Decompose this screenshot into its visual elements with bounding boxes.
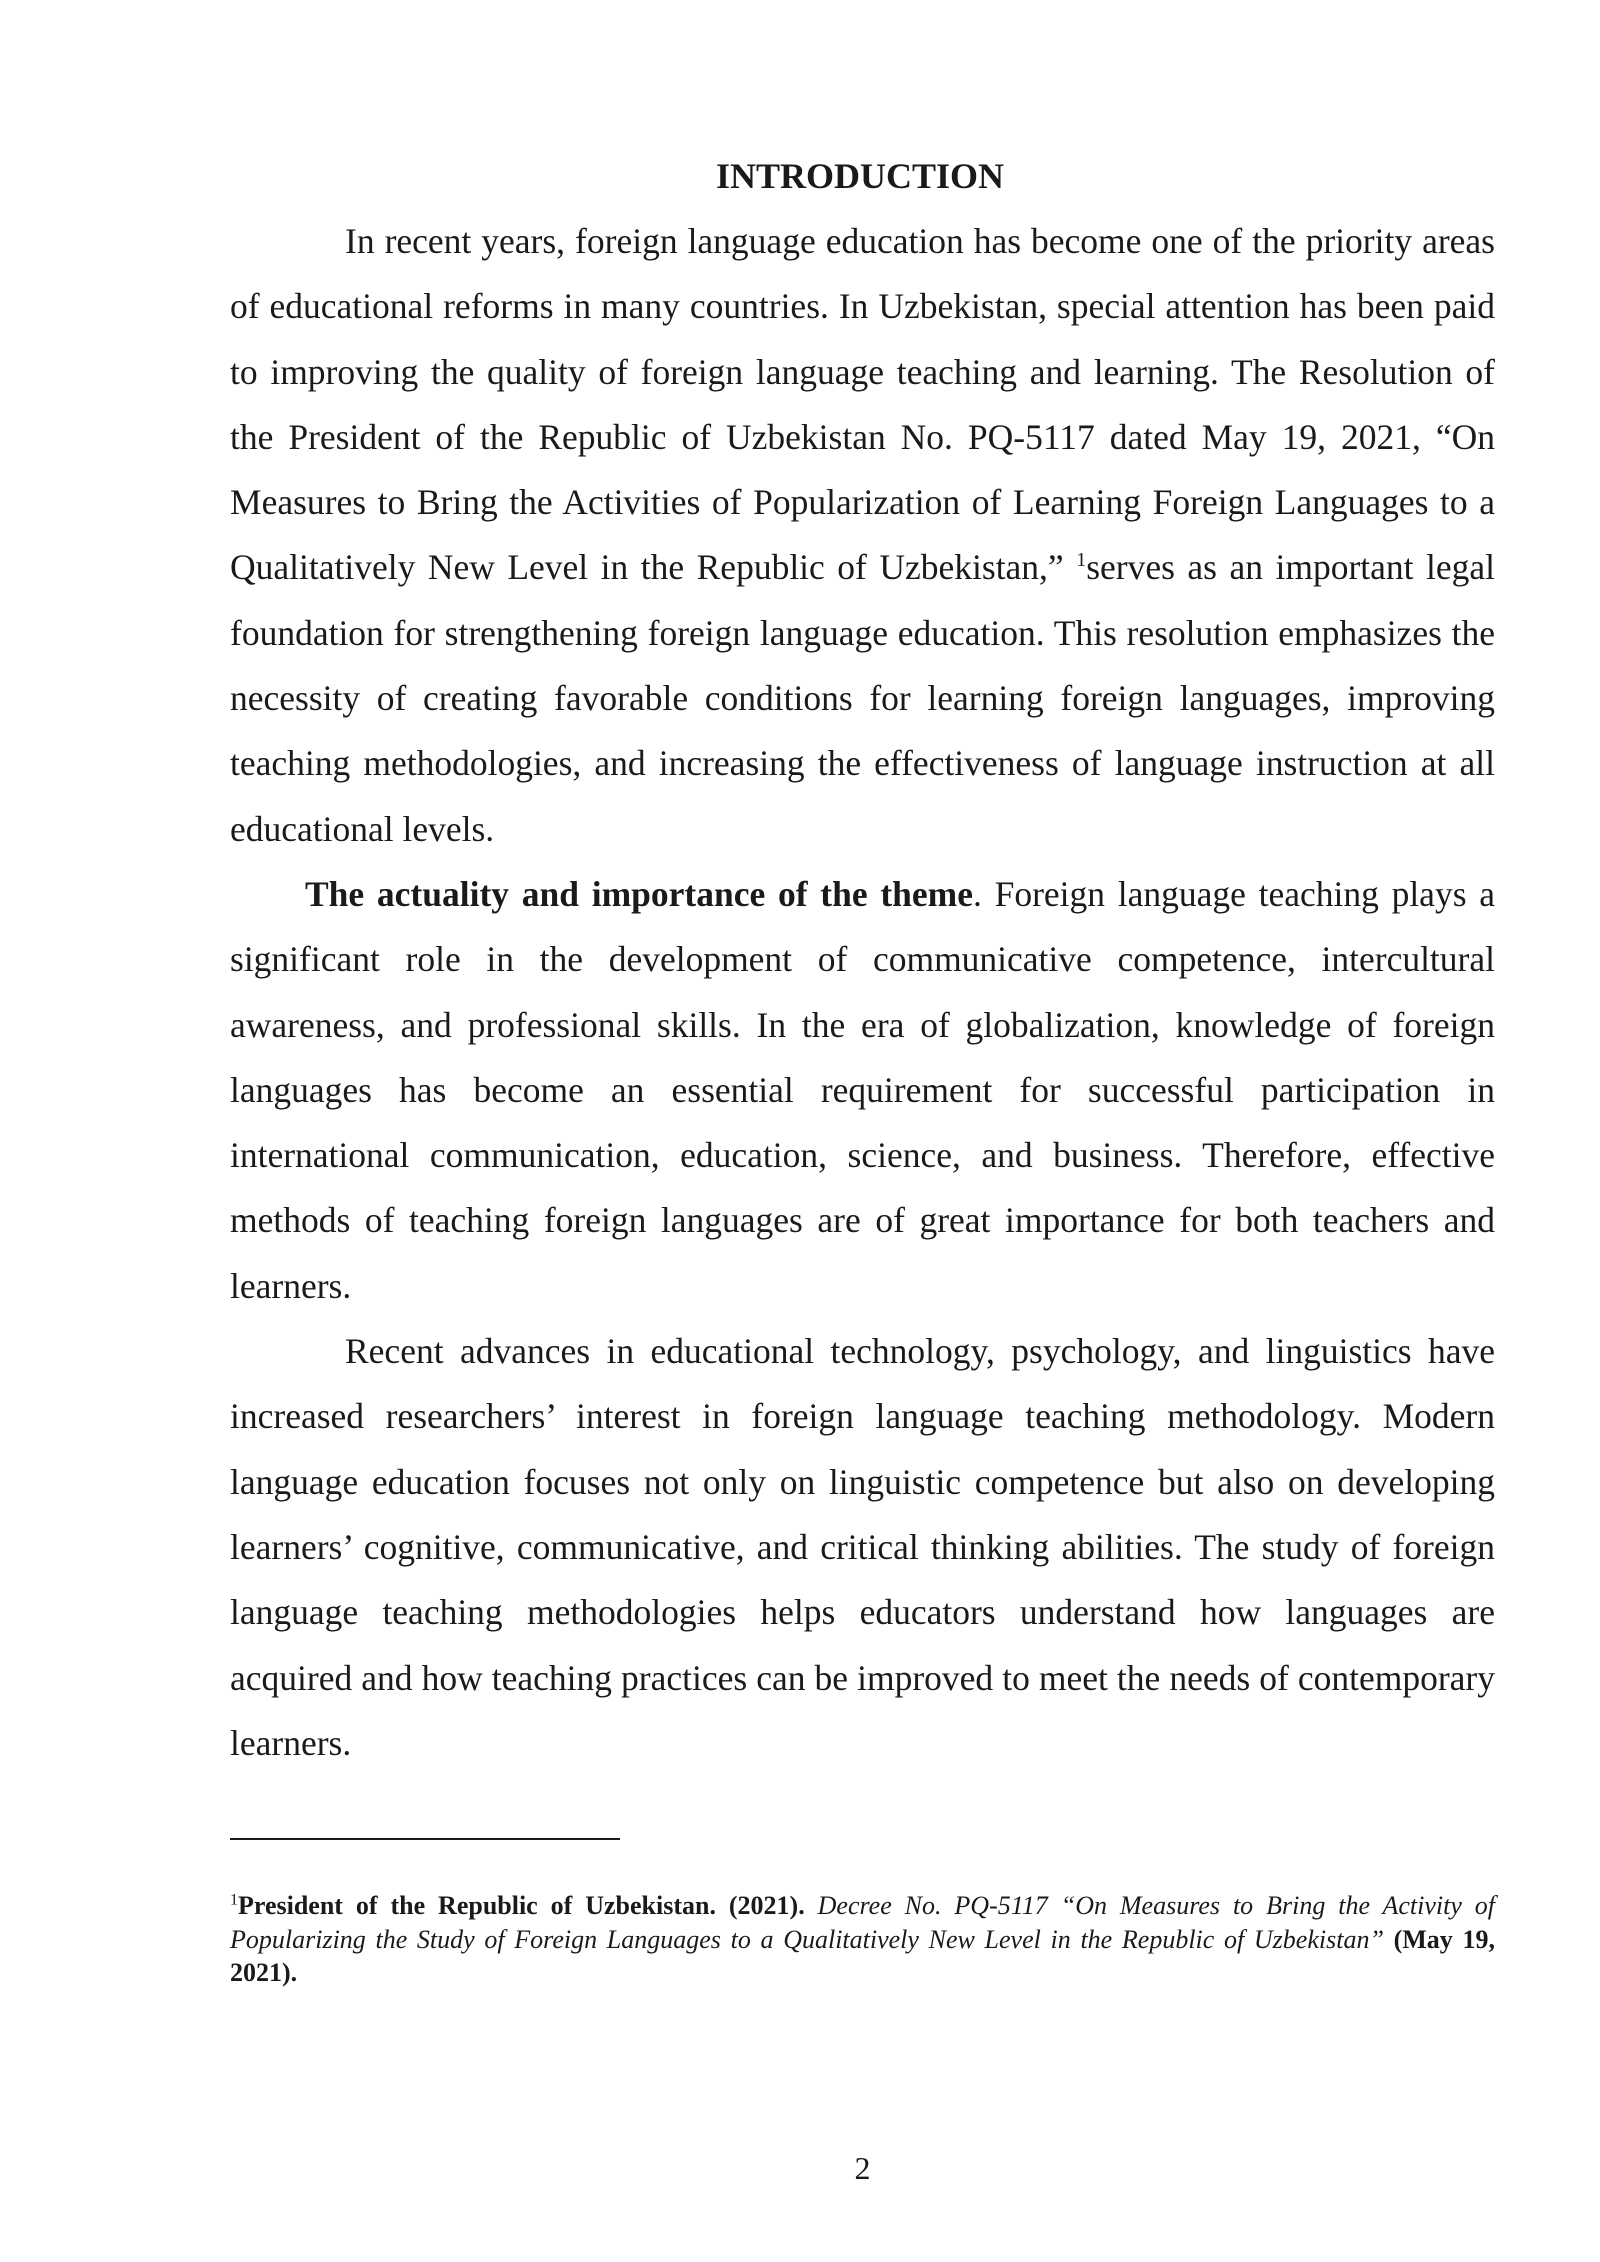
section-heading: INTRODUCTION — [715, 156, 1005, 196]
paragraph-intro-tail: serves as an important legal foundation for strengthening foreign language education. This resolution emphasizes the necessity of creating favorable conditions for learning foreign languages, improving teaching methodologies, and increasing the effectiveness of language instruction at all educational levels. — [230, 547, 1495, 849]
footnote-mark: 1 — [230, 1891, 238, 1909]
footnote-author: President of the Republic of Uzbekistan. (2021). — [238, 1891, 805, 1920]
footnote — [230, 1889, 1495, 1990]
paragraph-actuality-lead: The actuality and importance of the theme — [305, 873, 973, 914]
footnote-title: Decree No. PQ-5117 “On Measures to Bring the Activity of Popularizing the Study of Foreign Languages to a Qualitatively New Level in the Republic of Uzbekistan” — [230, 1891, 1496, 1954]
paragraph-actuality-text: . Foreign language teaching plays a significant role in the development of communicative competence, intercultural awareness, and professional skills. In the era of globalization, knowledge of foreign languages has become an essential requirement for successful participation in international communication, education, science, and business. Therefore, effective methods of teaching foreign languages are of great importance for both teachers and learners. — [230, 873, 1495, 1306]
paragraph-actuality — [230, 862, 1495, 1319]
footnote-reference: 1 — [1076, 549, 1087, 572]
page-number: 2 — [854, 2150, 871, 2186]
paragraph-advances — [230, 1319, 1495, 1776]
paragraph-intro — [230, 209, 1495, 862]
paragraph-advances-text: Recent advances in educational technology, psychology, and linguistics have increased researchers’ interest in foreign language teaching methodology. Modern language education focuses not only on linguistic competence but also on developing learners’ cognitive, communicative, and critical thinking abilities. The study of foreign language teaching methodologies helps educators understand how languages are acquired and how teaching practices can be improved to meet the needs of contemporary learners. — [230, 1331, 1495, 1763]
footnote-separator — [230, 1838, 620, 1840]
paragraph-intro-text: In recent years, foreign language education has become one of the priority areas of educational reforms in many countries. In Uzbekistan, special attention has been paid to improving the quality of foreign language teaching and learning. The Resolution of the President of the Republic of Uzbekistan No. PQ-5117 dated May 19, 2021, “On Measures to Bring the Activities of Popularization of Learning Foreign Languages to a Qualitatively New Level in the Republic of Uzbekistan,” — [230, 221, 1495, 588]
footnote-date: (May 19, 2021). — [230, 1924, 1495, 1987]
body-text — [230, 209, 1495, 1776]
